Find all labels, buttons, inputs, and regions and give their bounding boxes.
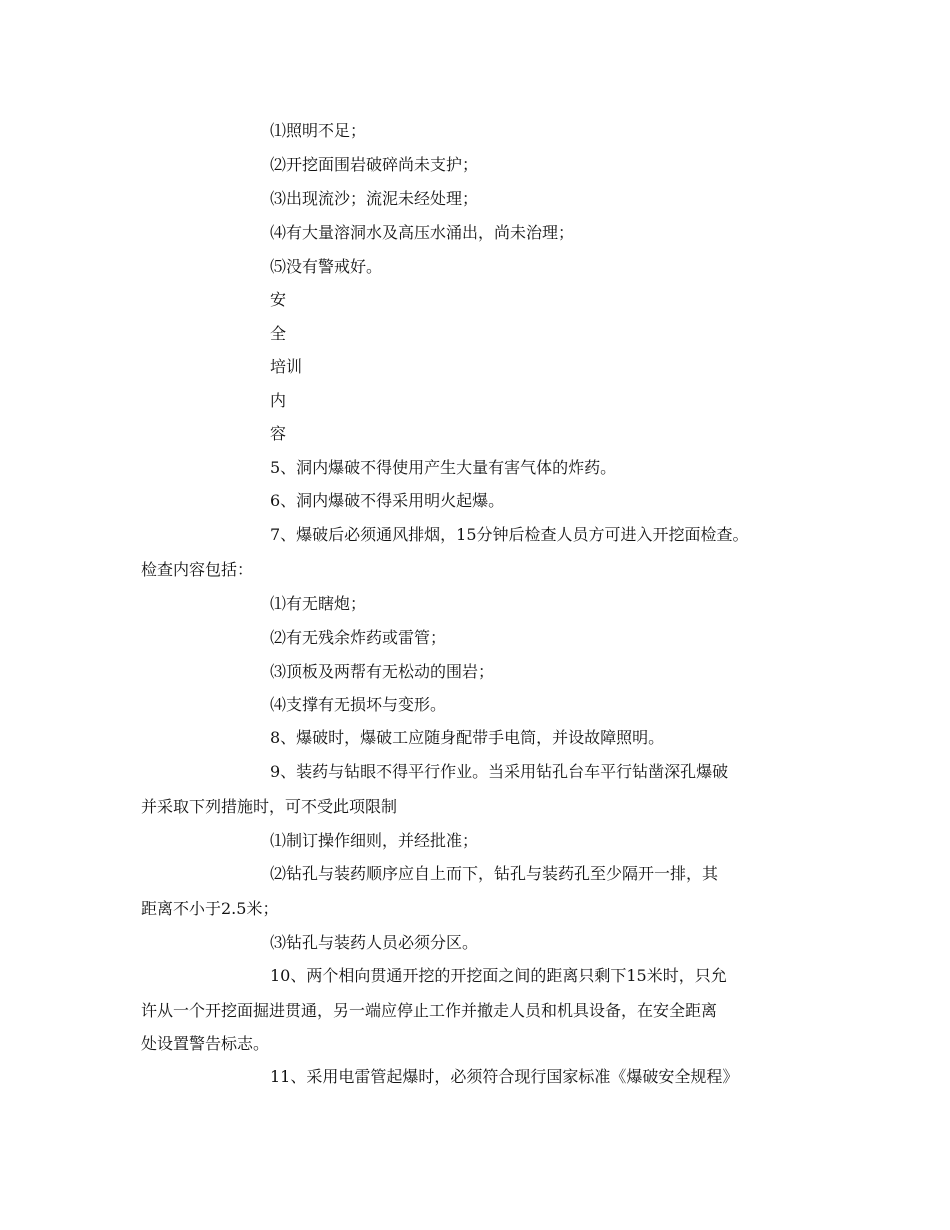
text-line: 9、装药与钻眼不得平行作业。当采用钻孔台车平行钻凿深孔爆破: [270, 762, 729, 781]
text-line: 5、洞内爆破不得使用产生大量有害气体的炸药。: [270, 458, 617, 477]
text-line: ⑶钻孔与装药人员必须分区。: [270, 933, 479, 952]
text-line: ⑴照明不足；: [270, 121, 367, 140]
text-line: ⑵开挖面围岩破碎尚未支护；: [270, 155, 479, 174]
text-line: 并采取下列措施时，可不受此项限制: [141, 797, 398, 816]
text-line: ⑶顶板及两帮有无松动的围岩；: [270, 662, 495, 681]
text-line: ⑸没有警戒好。: [270, 257, 383, 276]
text-line: 检查内容包括：: [141, 560, 254, 579]
text-line: ⑷有大量溶洞水及高压水涌出，尚未治理；: [270, 223, 575, 242]
text-line: 容: [270, 424, 287, 443]
text-line: 许从一个开挖面掘进贯通，另一端应停止工作并撤走人员和机具设备，在安全距离: [141, 1001, 718, 1020]
text-line: ⑵有无残余炸药或雷管；: [270, 628, 447, 647]
text-line: ⑴有无瞎炮；: [270, 594, 367, 613]
text-line: ⑴制订操作细则，并经批准；: [270, 831, 479, 850]
text-line: ⑶出现流沙；流泥未经处理；: [270, 189, 479, 208]
text-line: 10、两个相向贯通开挖的开挖面之间的距离只剩下15米时，只允: [270, 966, 727, 985]
text-line: ⑵钻孔与装药顺序应自上而下，钻孔与装药孔至少隔开一排，其: [270, 864, 719, 883]
text-line: 处设置警告标志。: [141, 1034, 270, 1053]
text-line: 6、洞内爆破不得采用明火起爆。: [270, 491, 505, 510]
text-line: 培训: [270, 357, 303, 376]
text-line: ⑷支撑有无损坏与变形。: [270, 695, 447, 714]
text-line: 11、采用电雷管起爆时，必须符合现行国家标准《爆破安全规程》: [270, 1067, 739, 1086]
text-line: 内: [270, 391, 287, 410]
text-line: 安: [270, 290, 287, 309]
text-line: 距离不小于2.5米；: [141, 899, 279, 918]
text-line: 8、爆破时，爆破工应随身配带手电筒，并设故障照明。: [270, 728, 665, 747]
text-line: 全: [270, 324, 287, 343]
text-line: 7、爆破后必须通风排烟，15分钟后检查人员方可进入开挖面检查。: [270, 525, 749, 544]
